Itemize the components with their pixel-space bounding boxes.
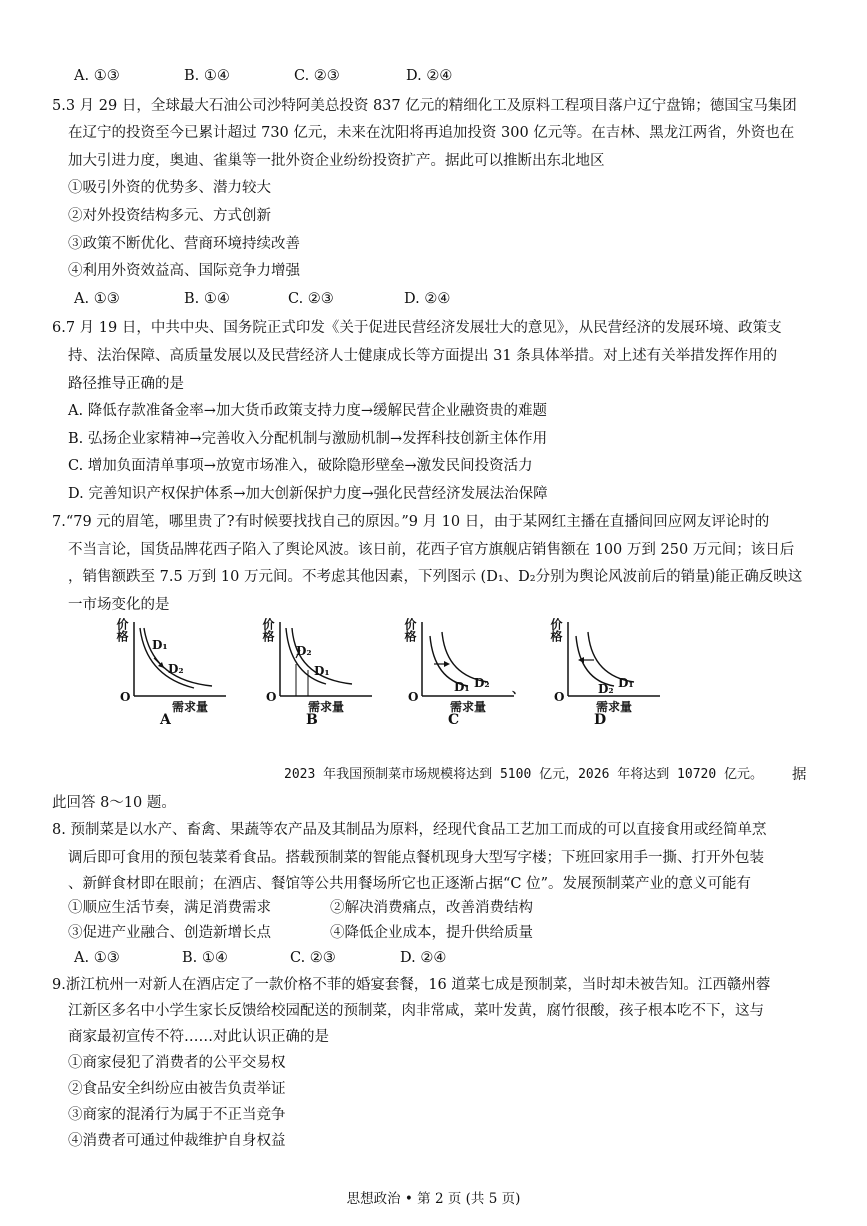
- y-axis-label: 价格: [403, 618, 417, 642]
- option-d[interactable]: D. ②④: [406, 68, 453, 84]
- x-axis-label: 需求量: [596, 700, 633, 714]
- choice-item: ②解决消费痛点，改善消费结构: [330, 900, 533, 916]
- question-stem-line: ，销售额跌至 7.5 万到 10 万元间。不考虑其他因素，下列图示 (D₁、D₂分别为舆论风波前后的销量)能正确反映这: [68, 569, 803, 585]
- curve-d1: [140, 628, 194, 688]
- choice-item: ④利用外资效益高、国际竞争力增强: [68, 263, 300, 279]
- choice-item: ②食品安全纠纷应由被告负责举证: [68, 1081, 286, 1097]
- question-stem-line: 8. 预制菜是以水产、畜禽、果蔬等农产品及其制品为原料，经现代食品工艺加工而成的可以直接食用或经简单烹: [52, 822, 767, 838]
- material-line-2: 此回答 8～10 题。: [52, 795, 176, 811]
- answer-options: [74, 289, 450, 309]
- origin-label: O: [120, 690, 131, 704]
- option-d[interactable]: D. ②④: [404, 291, 451, 307]
- question-stem-line: 加大引进力度，奥迪、雀巢等一批外资企业纷纷投资扩产。据此可以推断出东北地区: [68, 153, 605, 169]
- separator-mark: 、: [512, 682, 525, 696]
- curve-d2: [144, 628, 212, 686]
- top-options: [74, 66, 452, 86]
- option-c[interactable]: C. ②③: [294, 68, 340, 84]
- option-a[interactable]: A. ①③: [74, 291, 120, 307]
- y-axis-label: 价格: [115, 618, 129, 642]
- question-stem-line: 6.7 月 19 日，中共中央、国务院正式印发《关于促进民营经济发展壮大的意见》，从民营经济的发展环境、政策支: [52, 320, 782, 336]
- curve-label-1: D₂: [598, 682, 614, 696]
- choice-item: ③促进产业融合、创造新增长点: [68, 925, 271, 941]
- graph-b[interactable]: [256, 614, 376, 734]
- choice-item: ③政策不断优化、营商环境持续改善: [68, 236, 300, 252]
- graph-a[interactable]: [110, 614, 230, 734]
- question-stem-line: 调后即可食用的预包装菜肴食品。搭载预制菜的智能点餐机现身大型写字楼；下班回家用手一撕、打开外包装: [68, 850, 764, 866]
- figure-label-a: A: [160, 712, 171, 728]
- question-stem-line: 商家最初宣传不符……对此认识正确的是: [68, 1029, 329, 1045]
- option-b[interactable]: B. ①④: [184, 68, 230, 84]
- question-stem-line: 持、法治保障、高质量发展以及民营经济人士健康成长等方面提出 31 条具体举措。对上述有关举措发挥作用的: [68, 348, 778, 364]
- y-axis-label: 价格: [549, 618, 563, 642]
- figure-label-c: C: [448, 712, 460, 728]
- option-d[interactable]: D. ②④: [400, 950, 447, 966]
- option-b[interactable]: B. ①④: [182, 950, 228, 966]
- origin-label: O: [554, 690, 565, 704]
- x-axis-label: 需求量: [450, 700, 487, 714]
- curve-d1: [430, 636, 468, 686]
- answer-options: [74, 948, 446, 968]
- choice-b[interactable]: B. 弘扬企业家精神→完善收入分配机制与激励机制→发挥科技创新主体作用: [68, 431, 548, 447]
- option-b[interactable]: B. ①④: [184, 291, 230, 307]
- curve-label-1: D₁: [152, 638, 168, 652]
- curve-label-2: D₂: [168, 662, 184, 676]
- choice-item: ③商家的混淆行为属于不正当竞争: [68, 1107, 286, 1123]
- question-stem-line: 不当言论，国货品牌花西子陷入了舆论风波。该日前，花西子官方旗舰店销售额在 100 万到 250 万元间；该日后: [68, 542, 795, 558]
- graph-d[interactable]: [544, 614, 674, 734]
- choice-d[interactable]: D. 完善知识产权保护体系→加大创新保护力度→强化民营经济发展法治保障: [68, 486, 548, 502]
- curve-label-2: D₂: [474, 676, 490, 690]
- option-c[interactable]: C. ②③: [288, 291, 334, 307]
- choice-item: ①顺应生活节奏，满足消费需求: [68, 900, 271, 916]
- origin-label: O: [408, 690, 419, 704]
- arrow-head: [444, 661, 450, 667]
- page-footer: 思想政治 • 第 2 页 (共 5 页): [346, 1191, 521, 1207]
- x-axis-label: 需求量: [172, 700, 209, 714]
- choice-item: ④降低企业成本，提升供给质量: [330, 925, 533, 941]
- material-line: 2023 年我国预制菜市场规模将达到 5100 亿元，2026 年将达到 10720 亿元。: [284, 767, 764, 782]
- material-tail: 据: [792, 767, 807, 783]
- question-stem-line: 在辽宁的投资至今已累计超过 730 亿元，未来在沈阳将再追加投资 300 亿元等。在吉林、黑龙江两省，外资也在: [68, 125, 795, 141]
- origin-label: O: [266, 690, 277, 704]
- option-a[interactable]: A. ①③: [74, 68, 120, 84]
- question-stem-line: 5.3 月 29 日，全球最大石油公司沙特阿美总投资 837 亿元的精细化工及原料工程项目落户辽宁盘锦；德国宝马集团: [52, 98, 797, 114]
- curve-d2: [442, 632, 488, 682]
- choice-item: ①商家侵犯了消费者的公平交易权: [68, 1055, 286, 1071]
- y-axis-label: 价格: [261, 618, 275, 642]
- choice-c[interactable]: C. 增加负面清单事项→放宽市场准入，破除隐形壁垒→激发民间投资活力: [68, 458, 533, 474]
- curve-d1: [588, 632, 634, 682]
- curve-label-2: D₁: [314, 664, 330, 678]
- figure-label-d: D: [594, 712, 607, 728]
- choice-item: ①吸引外资的优势多、潜力较大: [68, 180, 271, 196]
- choice-item: ④消费者可通过仲裁维护自身权益: [68, 1133, 286, 1149]
- option-c[interactable]: C. ②③: [290, 950, 336, 966]
- graph-c[interactable]: [398, 614, 528, 734]
- choice-a[interactable]: A. 降低存款准备金率→加大货币政策支持力度→缓解民营企业融资贵的难题: [68, 403, 547, 419]
- curve-label-1: D₁: [454, 680, 470, 694]
- question-stem-line: 7.“79 元的眉笔，哪里贵了?有时候要找找自己的原因。”9 月 10 日，由于某网红主播在直播间回应网友评论时的: [52, 514, 770, 530]
- question-stem-line: 一市场变化的是: [68, 597, 170, 613]
- question-stem-line: 路径推导正确的是: [68, 376, 184, 392]
- question-stem-line: 、新鲜食材即在眼前；在酒店、餐馆等公共用餐场所它也正逐渐占据“C 位”。发展预制菜产业的意义可能有: [68, 876, 752, 892]
- x-axis-label: 需求量: [308, 700, 345, 714]
- question-stem-line: 江新区多名中小学生家长反馈给校园配送的预制菜，肉非常咸，菜叶发黄，腐竹很酸，孩子根本吃不下，这与: [68, 1003, 764, 1019]
- figure-label-b: B: [306, 712, 318, 728]
- option-a[interactable]: A. ①③: [74, 950, 120, 966]
- curve-label-1: D₂: [296, 644, 312, 658]
- choice-item: ②对外投资结构多元、方式创新: [68, 208, 271, 224]
- curve-label-2: D₁: [618, 676, 634, 690]
- question-stem-line: 9.浙江杭州一对新人在酒店定了一款价格不菲的婚宴套餐，16 道菜七成是预制菜，当时却未被告知。江西赣州蓉: [52, 977, 771, 993]
